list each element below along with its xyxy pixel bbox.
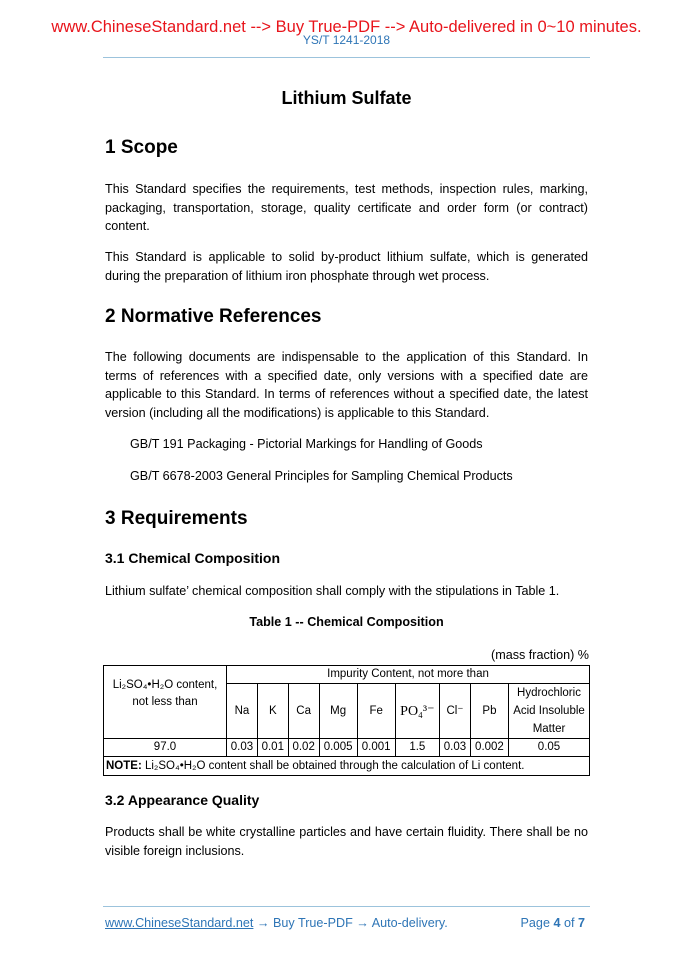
- cell: 0.002: [470, 739, 508, 757]
- footer-link[interactable]: www.ChineseStandard.net: [105, 916, 254, 930]
- header-cell: Mg: [319, 684, 357, 739]
- header-divider: [103, 57, 590, 58]
- table-unit: (mass fraction) %: [491, 648, 589, 662]
- header-cell: PO₄³⁻: [395, 684, 439, 739]
- paragraph: This Standard is applicable to solid by-product lithium sulfate, which is generated during the preparation of lithium iron phosphate through wet process.: [105, 250, 588, 283]
- subsection-heading: 3.1 Chemical Composition: [105, 550, 281, 566]
- cell: 0.03: [440, 739, 471, 757]
- cell: 0.01: [257, 739, 288, 757]
- header-cell: Hydrochloric Acid Insoluble Matter: [509, 684, 590, 739]
- header-cell: Cl⁻: [440, 684, 471, 739]
- promo-banner[interactable]: www.ChineseStandard.net --> Buy True-PDF --> Auto-delivered in 0~10 minutes.: [51, 18, 642, 36]
- cell: 0.02: [288, 739, 319, 757]
- header-cell: Na: [227, 684, 258, 739]
- table-caption: Table 1 -- Chemical Composition: [249, 615, 444, 629]
- footer-divider: [103, 906, 590, 907]
- reference-item: GB/T 6678-2003 General Principles for Sampling Chemical Products: [130, 469, 513, 483]
- reference-item: GB/T 191 Packaging - Pictorial Markings for Handling of Goods: [130, 437, 483, 451]
- paragraph: The following documents are indispensable to the application of this Standard. In terms of references with a specified date, only versions with a specified date are applicable to this Standard. In terms of references without a specified date, the latest version (including all the modifications) is applicable to this Standard.: [105, 350, 588, 420]
- section-heading: 3 Requirements: [105, 508, 248, 529]
- section-heading: 1 Scope: [105, 137, 178, 158]
- footer-text: www.ChineseStandard.net → Buy True-PDF → Auto-delivery.: [105, 916, 448, 930]
- paragraph: This Standard specifies the requirements, test methods, inspection rules, marking, packaging, transportation, storage, quality certificate and order form (or contract) content.: [105, 182, 588, 233]
- header-cell: Pb: [470, 684, 508, 739]
- document-title: Lithium Sulfate: [281, 88, 412, 108]
- cell: 0.05: [509, 739, 590, 757]
- cell: 1.5: [395, 739, 439, 757]
- table-note: NOTE: Li₂SO₄•H₂O content shall be obtained through the calculation of Li content.: [104, 757, 590, 776]
- standard-number: YS/T 1241-2018: [302, 33, 391, 47]
- subsection-heading: 3.2 Appearance Quality: [105, 792, 260, 808]
- header-cell: K: [257, 684, 288, 739]
- header-cell: Fe: [357, 684, 395, 739]
- page-number: Page 4 of 7: [520, 916, 585, 930]
- header-cell: Ca: [288, 684, 319, 739]
- cell: 97.0: [104, 739, 227, 757]
- paragraph: Lithium sulfate’ chemical composition shall comply with the stipulations in Table 1.: [105, 584, 560, 598]
- table-row: [104, 739, 590, 757]
- cell: 0.03: [227, 739, 258, 757]
- header-cell: Impurity Content, not more than: [227, 666, 590, 684]
- section-heading: 2 Normative References: [105, 306, 322, 327]
- chemical-composition-table: [103, 665, 590, 776]
- cell: 0.005: [319, 739, 357, 757]
- cell: 0.001: [357, 739, 395, 757]
- paragraph: Products shall be white crystalline particles and have certain fluidity. There shall be no visible foreign inclusions.: [105, 825, 588, 858]
- header-cell: Li₂SO₄•H₂O content, not less than: [104, 666, 227, 739]
